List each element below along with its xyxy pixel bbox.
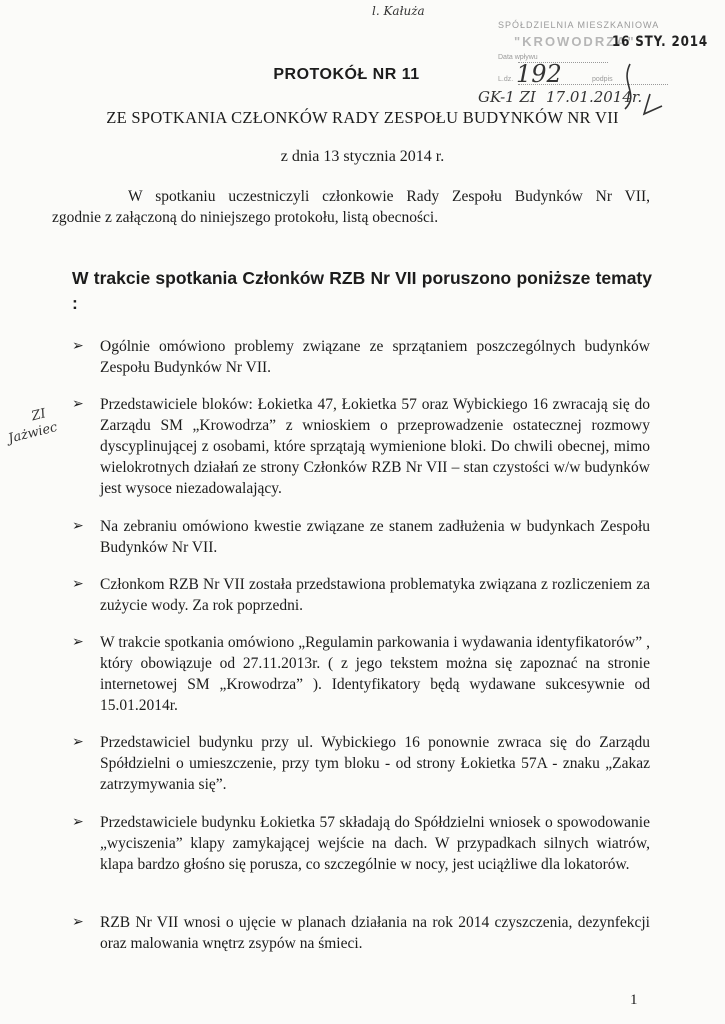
bullet-arrow-icon: ➢ [72, 576, 84, 592]
stamp-line-1: SPÓŁDZIELNIA MIESZKANIOWA [498, 20, 660, 30]
list-item-text: Przedstawiciel budynku przy ul. Wybickiego 16 ponownie zwraca się do Zarządu Spółdzielni o umieszczenie, przy tym bloku - od strony Łokietka 57A - znaku „Zakaz zatrzymywania się”. [100, 734, 650, 793]
bullet-arrow-icon: ➢ [72, 914, 84, 930]
list-item-text: Przedstawiciele bloków: Łokietka 47, Łokietka 57 oraz Wybickiego 16 zwracają się do Zarządu SM „Krowodrza” z wnioskiem o przeprowadzenie ostatecznej rozmowy dyscyplinującej z osobami, które sprzątają wymienione bloki. Do chwili obecnej, mimo wielokrotnych działań ze strony Członków RZB Nr VII – stan czystości w/w budynków jest wysoce niezadowalający. [100, 396, 650, 497]
handwritten-ref-date: 17.01.2014r. [546, 88, 643, 106]
topics-heading: W trakcie spotkania Członków RZB Nr VII poruszono poniższe tematy : [72, 268, 652, 313]
document-title: PROTOKÓŁ NR 11 [273, 66, 420, 83]
list-item [72, 574, 650, 616]
margin-note [3, 404, 59, 447]
list-item-text: RZB Nr VII wnosi o ujęcie w planach działania na rok 2014 czyszczenia, dezynfekcji oraz malowania wnętrz zsypów na śmieci. [100, 914, 650, 952]
list-item-text: Przedstawiciele budynku Łokietka 57 składają do Spółdzielni wniosek o spowodowanie „wyciszenia” klapy zamykającej wejście na dach. W przypadkach silnych wiatrów, klapa bardzo głośno się porusza, co szczególnie w nocy, jest uciążliwe dla lokatorów. [100, 814, 650, 873]
list-item [72, 732, 650, 795]
stamp-line-3: Data wpływu [498, 54, 538, 61]
list-item-text: Członkom RZB Nr VII została przedstawiona problematyka związana z rozliczeniem za zużycie wody. Za rok poprzedni. [100, 576, 650, 614]
stamp-line-4: L.dz. [498, 76, 514, 83]
list-item-text: Ogólnie omówiono problemy związane ze sprzątaniem poszczególnych budynków Zespołu Budynków Nr VII. [100, 338, 650, 376]
bullet-arrow-icon: ➢ [72, 518, 84, 534]
bullet-arrow-icon: ➢ [72, 634, 84, 650]
margin-note-line-1: ZI [30, 406, 48, 425]
bullet-arrow-icon: ➢ [72, 814, 84, 830]
bullet-arrow-icon: ➢ [72, 338, 84, 354]
list-item [72, 394, 650, 499]
list-item-text: Na zebraniu omówiono kwestie związane ze stanem zadłużenia w budynkach Zespołu Budynków Nr VII. [100, 518, 650, 556]
stamp-date: 16 STY. 2014 [612, 34, 709, 50]
bullet-arrow-icon: ➢ [72, 734, 84, 750]
list-item-text: W trakcie spotkania omówiono „Regulamin parkowania i wydawania identyfikatorów” , który obowiązuje od 27.11.2013r. ( z jego tekstem można się zapoznać na stronie internetowej SM „Krowodrza” ). Identyfikatory będą wydawane sukcesywnie od 15.01.2014r. [100, 634, 650, 714]
stamp-line-4b: podpis [592, 76, 613, 83]
stamp-line-2: "KROWODRZA" [514, 34, 636, 49]
list-item [72, 516, 650, 558]
intro-line-1: W spotkaniu uczestniczyli członkowie Rady Zespołu Budynków Nr VII, [128, 188, 650, 205]
list-item [72, 912, 650, 954]
list-item [72, 336, 650, 378]
list-item [72, 632, 650, 716]
handwritten-ref-code: GK-1 ZI [478, 88, 536, 106]
bullet-arrow-icon: ➢ [72, 396, 84, 412]
intro-line-2: zgodnie z załączoną do niniejszego protokołu, listą obecności. [52, 209, 439, 226]
handwritten-reg-number: 192 [516, 60, 562, 88]
list-item [72, 812, 650, 875]
page-number: 1 [630, 992, 638, 1008]
handwritten-name: l. Kałuża [372, 4, 425, 18]
document-subtitle: ZE SPOTKANIA CZŁONKÓW RADY ZESPOŁU BUDYNKÓW NR VII [106, 108, 619, 127]
intro-paragraph [52, 186, 650, 228]
margin-note-line-2: Jażwiec [6, 419, 59, 447]
document-date: z dnia 13 stycznia 2014 r. [280, 148, 445, 165]
